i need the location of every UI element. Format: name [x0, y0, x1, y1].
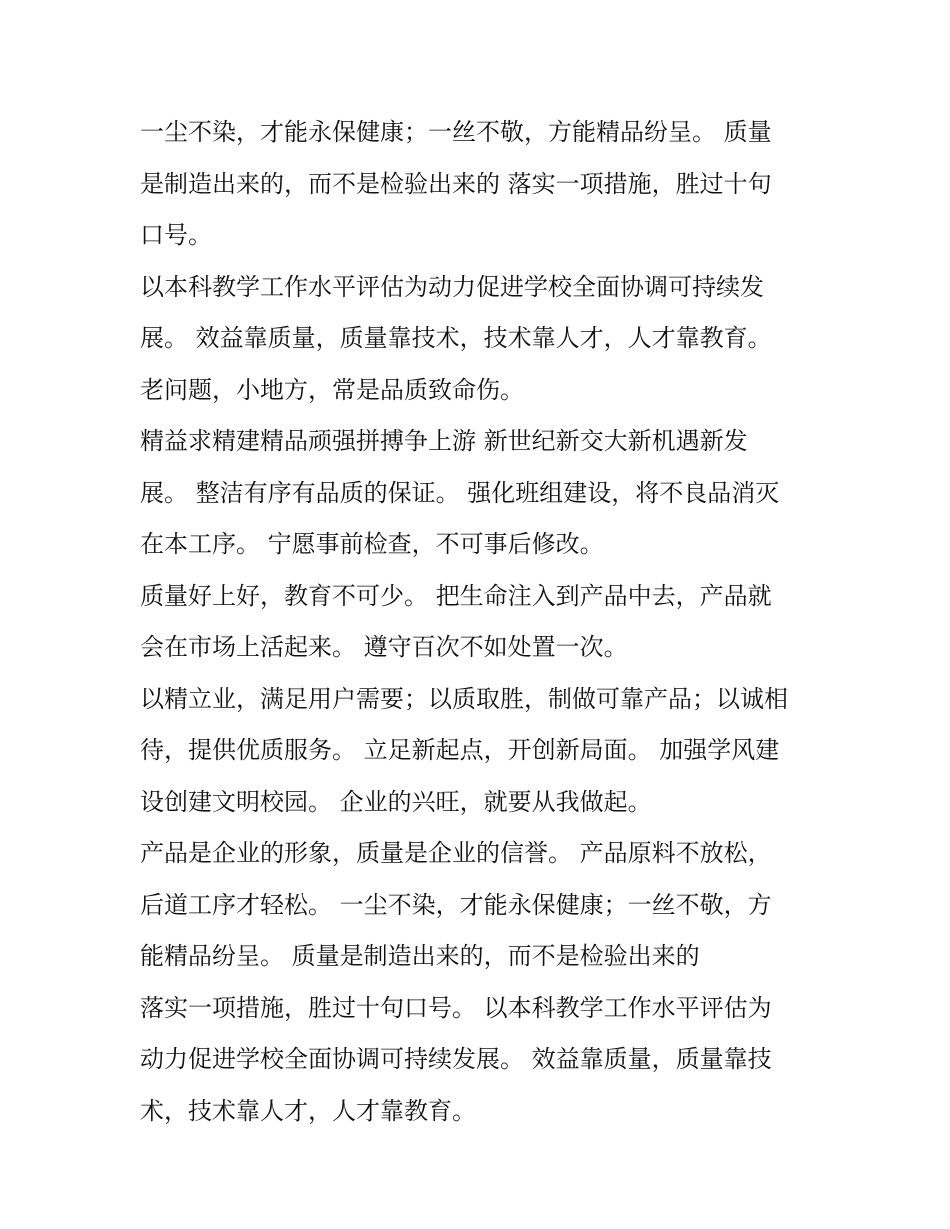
- text-line: 术，技术靠人才，人才靠教育。: [140, 1096, 476, 1125]
- text-line: 一尘不染，才能永保健康；一丝不敬，方能精品纷呈。 质量: [140, 118, 772, 146]
- text-line: 落实一项措施，胜过十句口号。 以本科教学工作水平评估为: [140, 993, 772, 1022]
- text-line: 待，提供优质服务。 立足新起点，开创新局面。 加强学风建: [140, 736, 780, 764]
- text-line: 精益求精建精品顽强拼搏争上游 新世纪新交大新机遇新发: [140, 427, 748, 455]
- text-line: 后道工序才轻松。 一尘不染，才能永保健康；一丝不敬，方: [140, 890, 772, 919]
- text-line: 会在市场上活起来。 遵守百次不如处置一次。: [140, 633, 628, 661]
- text-line: 老问题，小地方，常是品质致命伤。: [140, 375, 524, 404]
- text-line: 是制造出来的，而不是检验出来的 落实一项措施，胜过十句: [140, 169, 772, 198]
- text-line: 以精立业，满足用户需要；以质取胜，制做可靠产品；以诚相: [140, 684, 788, 713]
- document-body: [140, 107, 820, 1137]
- text-line: 设创建文明校园。 企业的兴旺，就要从我做起。: [140, 787, 652, 816]
- text-line: 以本科教学工作水平评估为动力促进学校全面协调可持续发: [140, 272, 764, 301]
- text-line: 口号。: [140, 221, 212, 249]
- text-line: 质量好上好，教育不可少。 把生命注入到产品中去，产品就: [140, 581, 772, 610]
- text-line: 在本工序。 宁愿事前检查，不可事后修改。: [140, 530, 604, 558]
- text-line: 产品是企业的形象，质量是企业的信誉。 产品原料不放松，: [140, 839, 772, 867]
- text-line: 展。 效益靠质量，质量靠技术，技术靠人才，人才靠教育。: [140, 324, 772, 352]
- text-line: 能精品纷呈。 质量是制造出来的，而不是检验出来的: [140, 942, 700, 970]
- text-line: 动力促进学校全面协调可持续发展。 效益靠质量，质量靠技: [140, 1045, 772, 1073]
- text-line: 展。 整洁有序有品质的保证。 强化班组建设，将不良品消灭: [140, 478, 780, 507]
